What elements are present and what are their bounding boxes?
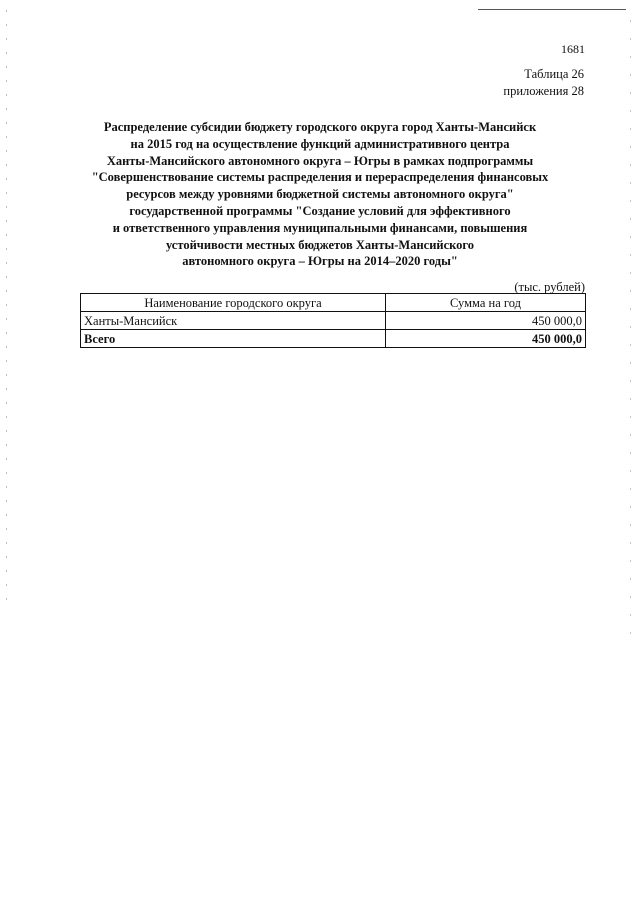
title-line: Распределение субсидии бюджету городского округа город Ханты-Мансийск bbox=[103, 120, 537, 134]
title-line: автономного округа – Югры на 2014–2020 годы" bbox=[182, 254, 458, 269]
table-row bbox=[81, 312, 586, 330]
title-line: Ханты-Мансийского автономного округа – Югры в рамках подпрограммы bbox=[106, 153, 534, 168]
table-header-row bbox=[81, 294, 586, 312]
scan-edge-marks-right bbox=[630, 20, 631, 640]
scan-edge-marks-left bbox=[6, 10, 7, 610]
header-annual-sum: Сумма на год bbox=[386, 294, 586, 312]
cell-total-amount: 450 000,0 bbox=[386, 330, 586, 348]
title-line: "Совершенствование системы распределения и перераспределения финансовых bbox=[91, 170, 549, 185]
title-line: и ответственного управления муниципальными финансами, повышения bbox=[112, 220, 528, 235]
title-line: ресурсов между уровнями бюджетной системы автономного округа" bbox=[126, 187, 514, 202]
cell-district-name: Ханты-Мансийск bbox=[81, 312, 386, 330]
table-reference-line-1: Таблица 26 bbox=[524, 67, 584, 81]
title-line: на 2015 год на осуществление функций административного центра bbox=[130, 136, 510, 151]
table-reference bbox=[503, 66, 584, 100]
table-reference-line-2: приложения 28 bbox=[503, 84, 584, 98]
header-district-name: Наименование городского округа bbox=[81, 294, 386, 312]
title-line: государственной программы "Создание условий для эффективного bbox=[129, 203, 511, 218]
top-rule bbox=[478, 9, 626, 10]
cell-total-label: Всего bbox=[81, 330, 386, 348]
page-number: 1681 bbox=[561, 42, 585, 56]
units-label: (тыс. рублей) bbox=[514, 280, 585, 294]
cell-amount: 450 000,0 bbox=[386, 312, 586, 330]
document-title bbox=[60, 119, 580, 270]
title-line: устойчивости местных бюджетов Ханты-Мансийского bbox=[165, 237, 475, 252]
subsidy-table bbox=[80, 293, 586, 348]
table-total-row bbox=[81, 330, 586, 348]
